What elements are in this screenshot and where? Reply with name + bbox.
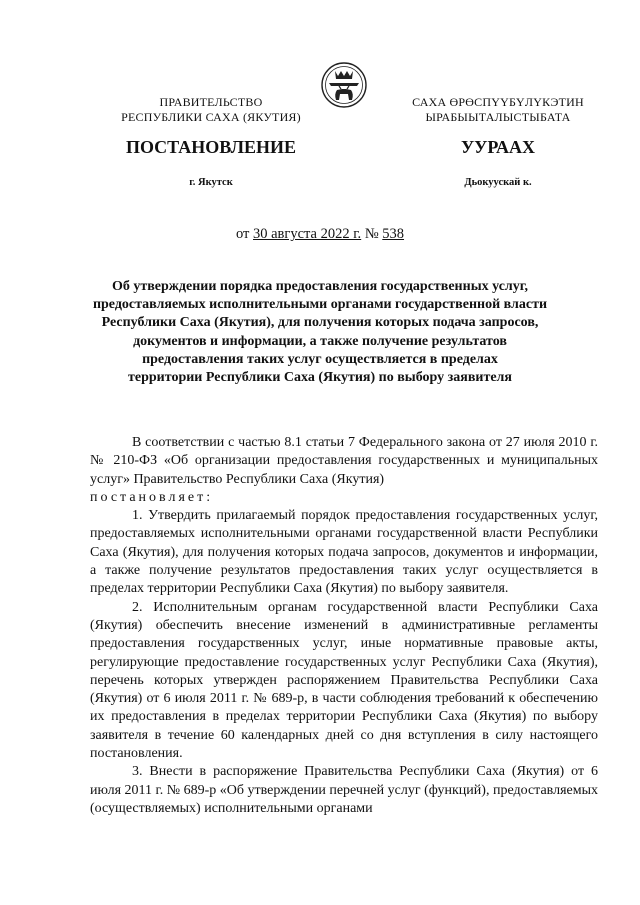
document-title (90, 278, 550, 387)
title-line-1: Об утверждении порядка предоставления государственных услуг, (111, 279, 529, 294)
title-line-6: территории Республики Саха (Якутия) по выбору заявителя (128, 370, 512, 386)
item-1-paragraph: 1. Утвердить прилагаемый порядок предоставления государственных услуг, предоставляемых исполнительными органами государственной власти Республики Саха (Якутия), для получения которых подача запросов, документов и информации, а также получение результатов предоставления таких услуг осуществляется в пределах территории Республики Саха (Якутия) по выбору заявителя. (90, 508, 598, 597)
title-line-5: предоставления таких услуг осуществляется в пределах (142, 351, 498, 367)
title-line-3: Республики Саха (Якутия), для получения которых подача запросов, (101, 315, 539, 331)
document-number: 538 (382, 226, 405, 242)
issuer-yakut-line-1: САХА ӨРӨСПҮҮБҮЛҮКЭТИН (412, 95, 584, 109)
issuer-yakut-line-2: ЫРАБЫЫТАЛЫСТЫБАТА (425, 110, 571, 124)
title-line-4: документов и информации, а также получение результатов (133, 333, 507, 349)
doc-type-yakut: УУРААХ (460, 137, 536, 157)
item-3-paragraph: 3. Внести в распоряжение Правительства Республики Саха (Якутия) от 6 июля 2011 г. № 689-р «Об утверждении перечней услуг (функций), предоставляемых (осуществляемых) исполнительными органами (90, 764, 598, 816)
coat-of-arms-icon (321, 62, 367, 108)
document-body (90, 434, 598, 818)
issuer-line-2: РЕСПУБЛИКИ САХА (ЯКУТИЯ) (121, 110, 301, 124)
city-russian: г. Якутск (189, 177, 233, 188)
title-line-2: предоставляемых исполнительными органами государственной власти (92, 297, 548, 313)
issuer-line-1: ПРАВИТЕЛЬСТВО (159, 95, 263, 109)
item-2-paragraph: 2. Исполнительным органам государственной власти Республики Саха (Якутия) обеспечить внесение изменений в административные регламенты предоставления государственных услуг, иные нормативные правовые акты, регулирующие предоставление государственных услуг Республики Саха (Якутия), перечень которых утвержден распоряжением Правительства Республики Саха (Якутия) от 6 июля 2011 г. № 689-р, в части соблюдения требований к обеспечению их предоставления в пределах территории Республики Саха (Якутия) по выбору заявителя в течение 60 календарных дней со дня вступления в силу настоящего постановления. (90, 599, 598, 762)
doc-type-russian: ПОСТАНОВЛЕНИЕ (125, 137, 297, 157)
document-date: 30 августа 2022 г. (253, 226, 362, 242)
issuer-name-yakut (385, 95, 611, 125)
issuer-name-russian (98, 95, 324, 125)
dateline-prefix: от (235, 226, 253, 242)
number-sign: № (361, 226, 383, 242)
preamble-paragraph: В соответствии с частью 8.1 статьи 7 Федерального закона от 27 июля 2010 г. № 210-ФЗ «Об организации предоставления государственных и муниципальных услуг» Правительство Республики Саха (Якутия) (90, 435, 598, 487)
decree-word: постановляет: (90, 489, 214, 505)
city-yakut: Дьокуускай к. (464, 177, 532, 188)
document-dateline (0, 226, 640, 243)
